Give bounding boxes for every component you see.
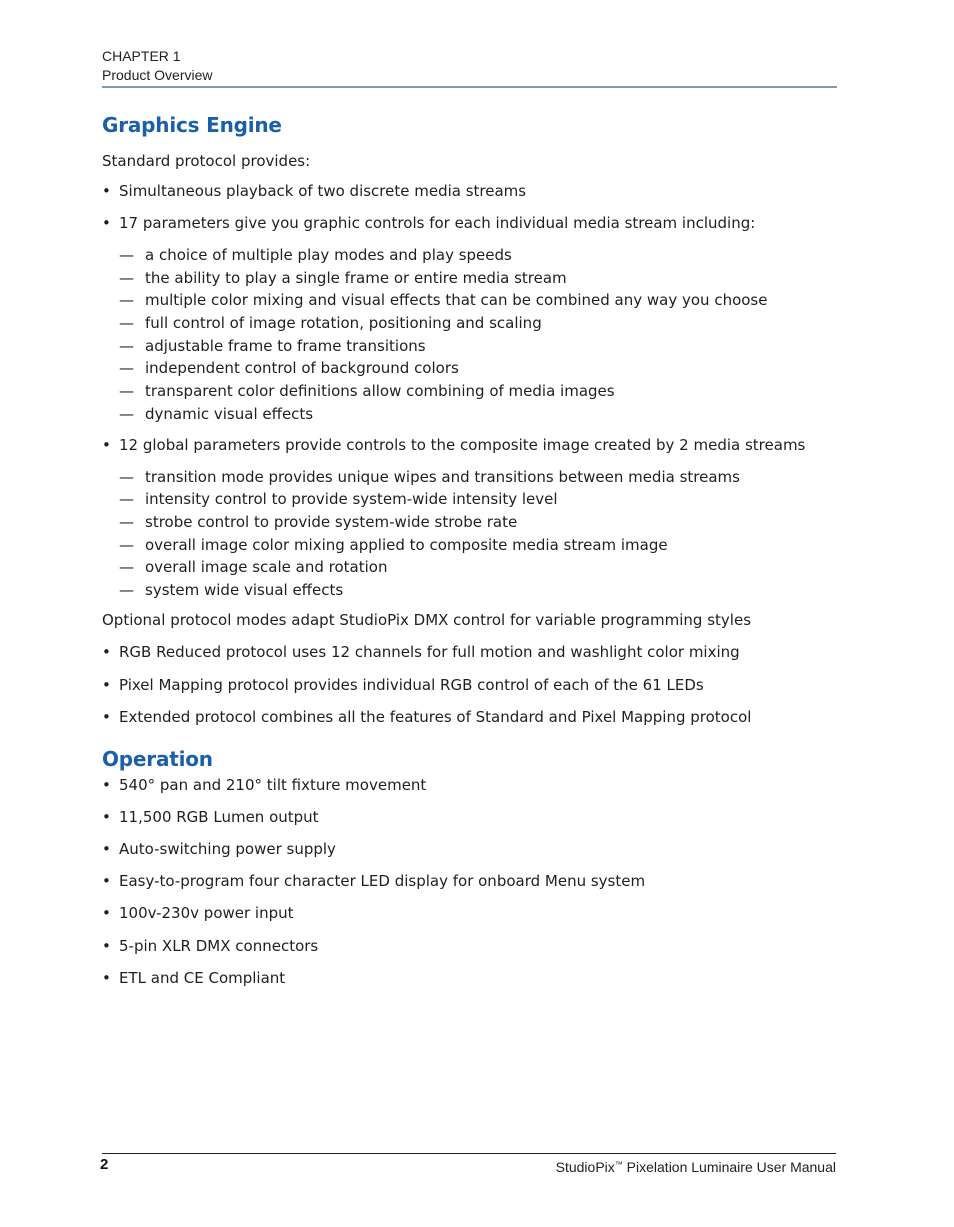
header-rule xyxy=(102,86,837,88)
dash-icon: — xyxy=(119,580,134,599)
bullet-icon: • xyxy=(102,642,111,661)
bullet-icon: • xyxy=(102,675,111,694)
manual-title: StudioPix™ Pixelation Luminaire User Manual xyxy=(555,1159,836,1175)
bullet-icon: • xyxy=(102,182,111,200)
bullet-icon: • xyxy=(102,936,111,955)
list-item: — multiple color mixing and visual effects that can be combined any way you choose xyxy=(119,291,768,310)
list-item: • ETL and CE Compliant xyxy=(102,968,286,987)
list-item: — adjustable frame to frame transitions xyxy=(119,336,426,355)
bullet-icon: • xyxy=(102,214,111,232)
dash-icon: — xyxy=(119,382,134,401)
list-item: • 12 global parameters provide controls to the composite image created by 2 media streams xyxy=(102,435,806,454)
media-stream-sublist xyxy=(102,245,842,427)
dash-icon: — xyxy=(119,490,134,509)
bullet-icon: • xyxy=(102,968,111,987)
list-item: • RGB Reduced protocol uses 12 channels for full motion and washlight color mixing xyxy=(102,642,740,661)
list-item: • 5-pin XLR DMX connectors xyxy=(102,936,319,955)
page-content xyxy=(102,112,842,988)
list-item: • Simultaneous playback of two discrete media streams xyxy=(102,182,527,200)
list-item: — strobe control to provide system-wide strobe rate xyxy=(119,512,518,531)
list-item: • Extended protocol combines all the features of Standard and Pixel Mapping protocol xyxy=(102,707,752,726)
bullet-icon: • xyxy=(102,903,111,922)
list-item: — dynamic visual effects xyxy=(119,404,314,423)
list-item: — a choice of multiple play modes and play speeds xyxy=(119,246,512,264)
list-item: • 17 parameters give you graphic controls for each individual media stream including: xyxy=(102,214,756,232)
list-item: — system wide visual effects xyxy=(119,580,344,599)
dash-icon: — xyxy=(119,535,134,554)
optional-protocol-intro: Optional protocol modes adapt StudioPix DMX control for variable programming styles xyxy=(102,610,752,629)
dash-icon: — xyxy=(119,268,134,287)
list-item: — transparent color definitions allow combining of media images xyxy=(119,382,615,401)
operation-heading: Operation xyxy=(102,746,213,771)
bullet-icon: • xyxy=(102,807,111,826)
dash-icon: — xyxy=(119,314,134,333)
list-item: — transition mode provides unique wipes and transitions between media streams xyxy=(119,467,740,486)
list-item: • Auto-switching power supply xyxy=(102,839,336,858)
bullet-icon: • xyxy=(102,435,111,454)
dash-icon: — xyxy=(119,558,134,577)
list-item: — overall image scale and rotation xyxy=(119,558,388,577)
bullet-icon: • xyxy=(102,707,111,726)
list-item: • Easy-to-program four character LED display for onboard Menu system xyxy=(102,871,646,890)
dash-icon: — xyxy=(119,467,134,486)
list-item: • Pixel Mapping protocol provides individual RGB control of each of the 61 LEDs xyxy=(102,675,704,694)
graphics-engine-heading: Graphics Engine xyxy=(102,113,282,137)
list-item: • 100v-230v power input xyxy=(102,903,294,922)
list-item: — overall image color mixing applied to composite media stream image xyxy=(119,535,668,554)
bullet-icon: • xyxy=(102,775,111,794)
footer-rule xyxy=(102,1153,836,1154)
dash-icon: — xyxy=(119,359,134,378)
global-parameters-sublist xyxy=(102,467,842,603)
list-item: • 540° pan and 210° tilt fixture movement xyxy=(102,775,427,794)
list-item: — the ability to play a single frame or entire media stream xyxy=(119,268,567,287)
dash-icon: — xyxy=(119,291,134,310)
page-number: 2 xyxy=(100,1156,109,1173)
running-header xyxy=(102,47,836,85)
dash-icon: — xyxy=(119,404,134,423)
list-item: — intensity control to provide system-wide intensity level xyxy=(119,490,558,509)
list-item: — independent control of background colors xyxy=(119,359,459,378)
trademark-symbol: ™ xyxy=(614,1160,623,1169)
chapter-subtitle: Product Overview xyxy=(102,67,213,83)
dash-icon: — xyxy=(119,336,134,355)
list-item: — full control of image rotation, positioning and scaling xyxy=(119,314,542,333)
bullet-icon: • xyxy=(102,871,111,890)
dash-icon: — xyxy=(119,512,134,531)
standard-protocol-intro: Standard protocol provides: xyxy=(102,152,311,170)
chapter-label: CHAPTER 1 xyxy=(102,48,181,64)
dash-icon: — xyxy=(119,246,134,264)
list-item: • 11,500 RGB Lumen output xyxy=(102,807,319,826)
bullet-icon: • xyxy=(102,839,111,858)
